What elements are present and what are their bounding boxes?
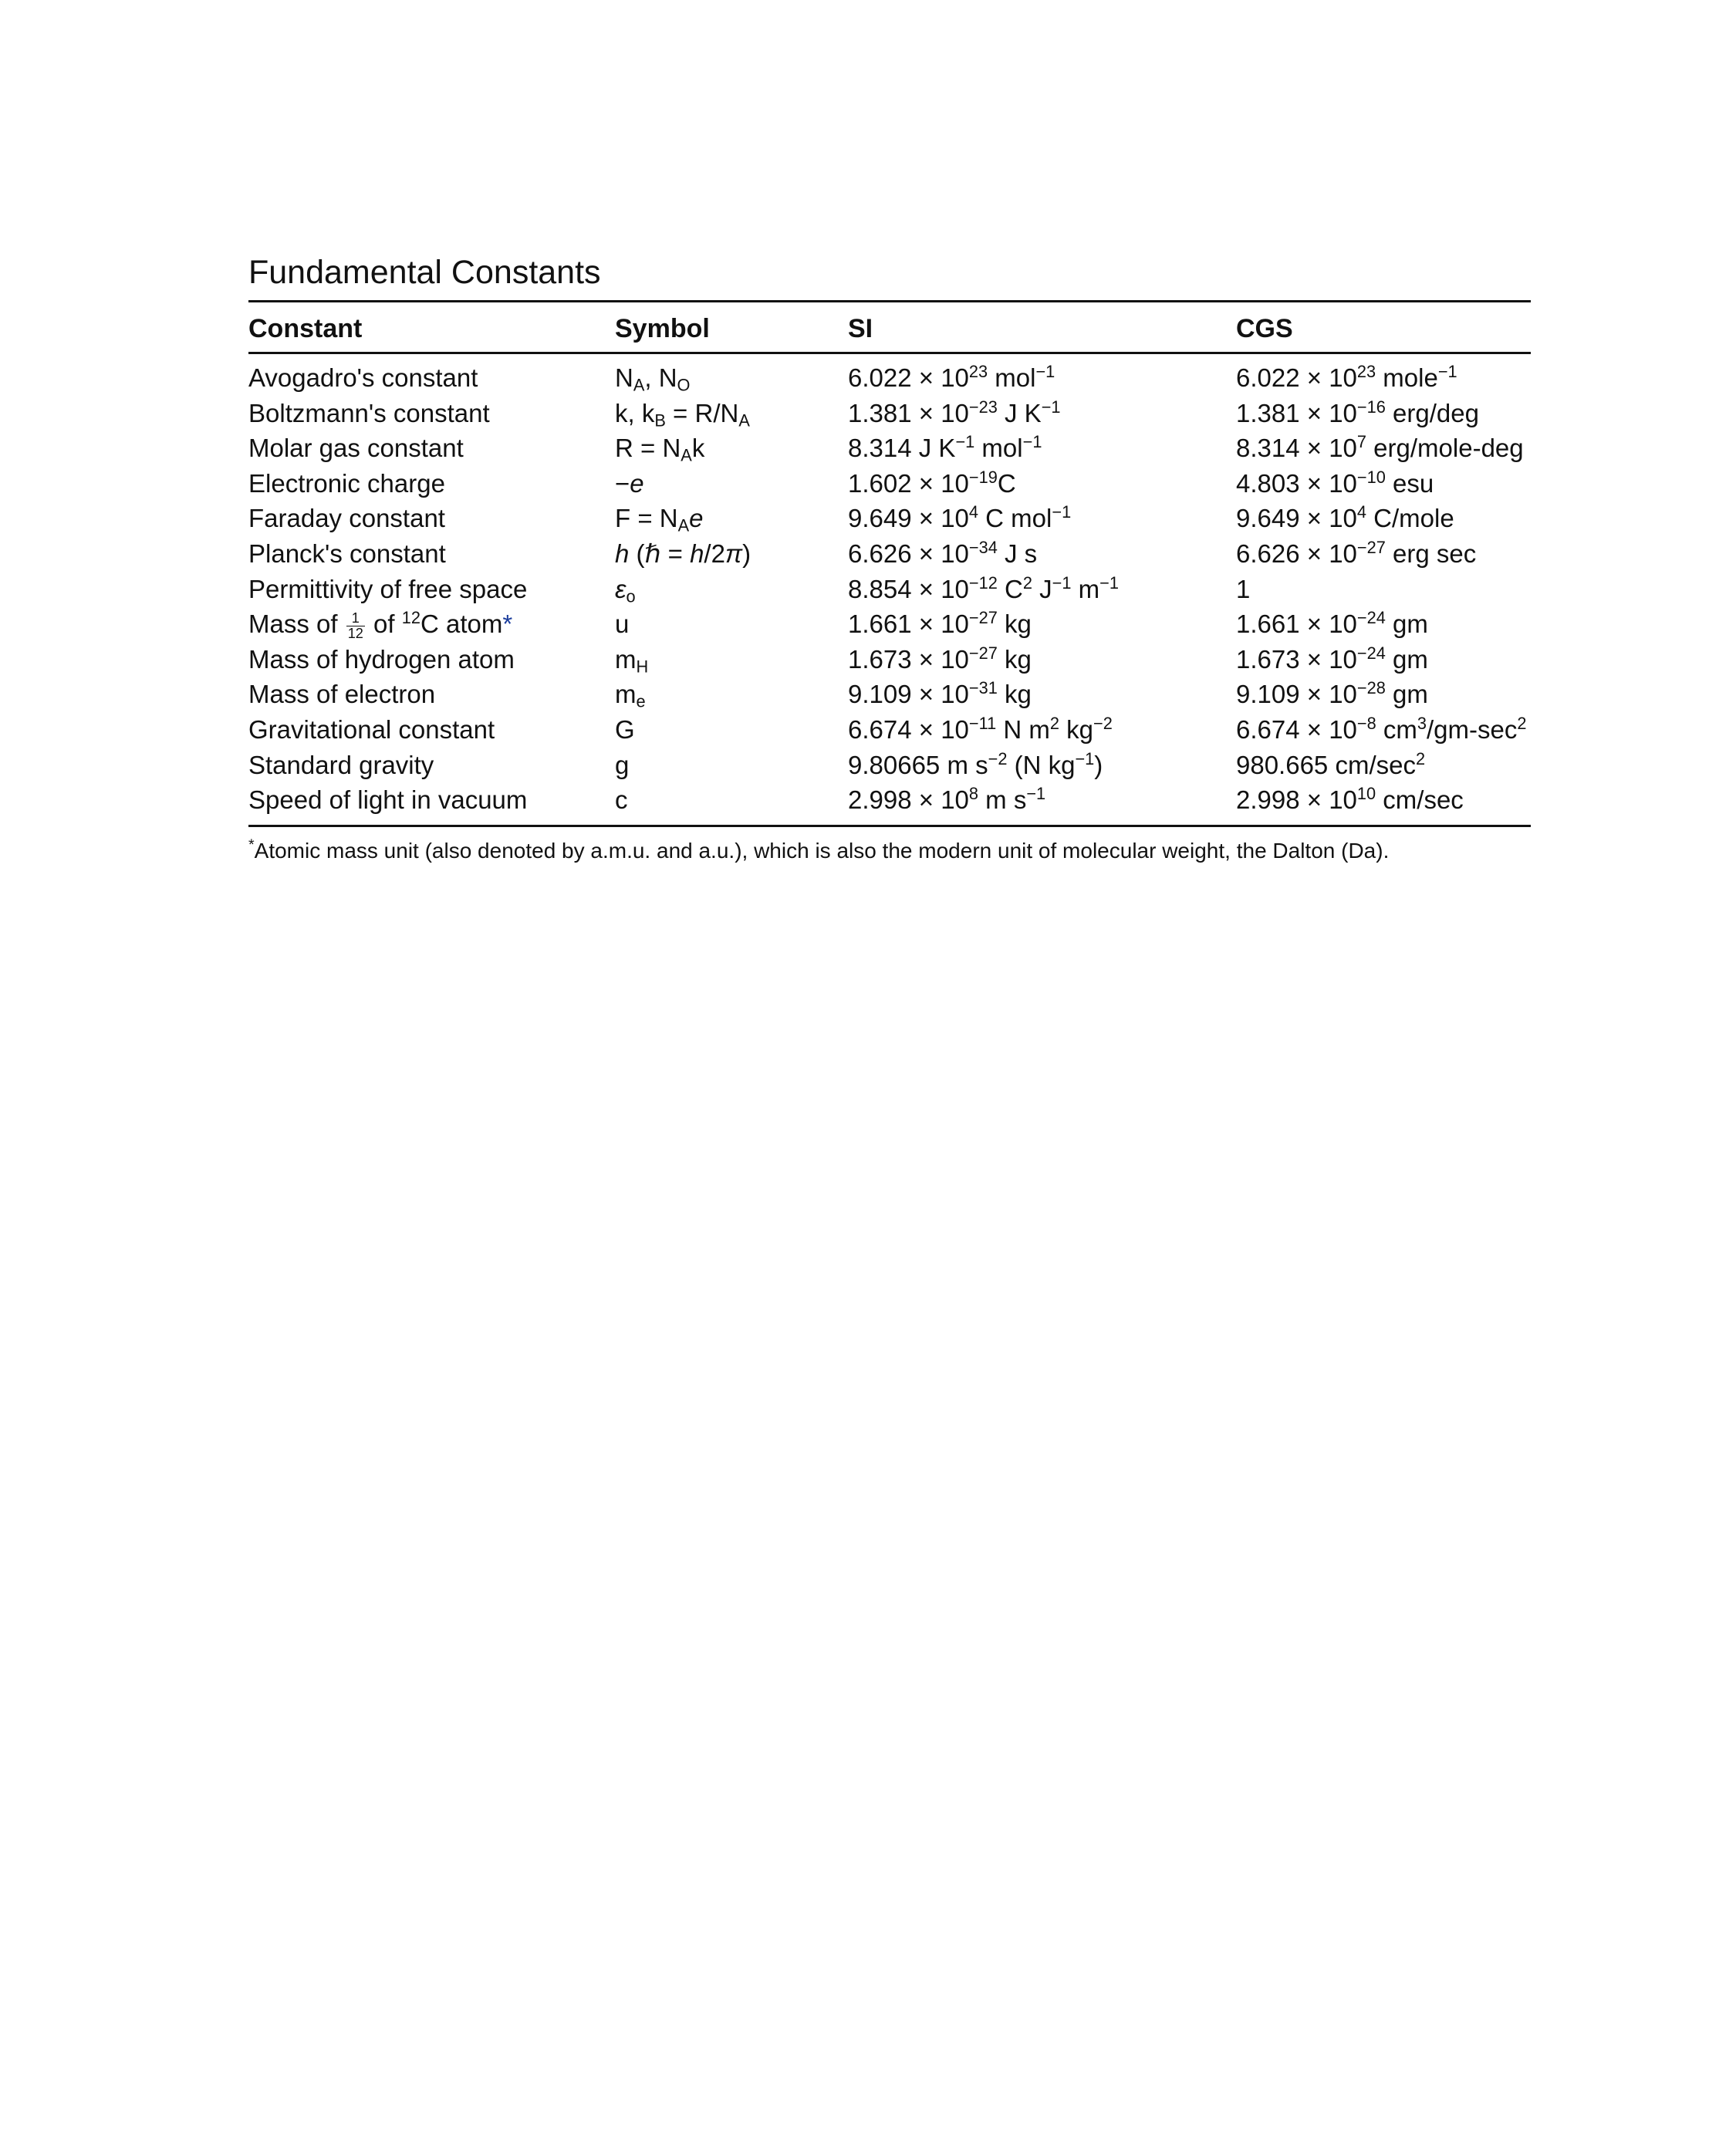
fraction: $\frac{1}{12}$ — [347, 610, 363, 641]
table-row — [248, 501, 1531, 536]
cell-constant: Avogadro's constant — [248, 363, 478, 392]
cell-constant: Mass of electron — [248, 680, 436, 709]
cell-cgs: $2.998 \times 10^{10}$ cm/sec — [1236, 784, 1464, 815]
cell-symbol: −e — [615, 468, 644, 498]
table-row — [248, 536, 1531, 572]
table-row — [248, 782, 1531, 818]
top-rule — [248, 300, 1531, 302]
cell-si: 9.80665 m $s^{-2}$ (N $kg^{-1}$) — [848, 748, 1103, 779]
cell-symbol: c — [615, 785, 628, 815]
cell-si: $1.673 \times 10^{-27}$ kg — [848, 643, 1032, 674]
cell-constant: Molar gas constant — [248, 434, 464, 463]
cell-symbol: $\varepsilon_o$ — [615, 574, 636, 606]
column-header-constant: Constant — [248, 314, 363, 343]
table-row — [248, 642, 1531, 677]
column-header-cgs: CGS — [1236, 314, 1293, 343]
cell-symbol: $m_H$ — [615, 644, 649, 677]
cell-cgs: $9.109 \times 10^{-28}$ gm — [1236, 678, 1428, 709]
table-row — [248, 466, 1531, 501]
column-header-si: SI — [848, 314, 873, 343]
cell-constant: Gravitational constant — [248, 714, 495, 744]
table-row — [248, 431, 1531, 466]
cell-cgs: $9.649 \times 10^4$ C/mole — [1236, 502, 1454, 533]
cell-cgs: 980.665 $cm/\sec^2$ — [1236, 748, 1426, 779]
cell-cgs: $4.803 \times 10^{-10}$ esu — [1236, 467, 1434, 498]
cell-si: $6.022 \times 10^{23}$ mol$^{-1}$ — [848, 362, 1055, 392]
cell-symbol: $F = N_Ae$ — [615, 504, 704, 535]
cell-si: $2.998 \times 10^8$ m $s^{-1}$ — [848, 784, 1046, 815]
table-row — [248, 677, 1531, 712]
cell-cgs: $1.673 \times 10^{-24}$ gm — [1236, 643, 1428, 674]
table-row — [248, 396, 1531, 431]
table-header-row — [248, 309, 1531, 348]
cell-constant: Permittivity of free space — [248, 574, 528, 603]
cell-constant: Standard gravity — [248, 750, 434, 779]
table-row — [248, 748, 1531, 783]
cell-cgs: $8.314 \times 10^7$ erg/mole-deg — [1236, 432, 1524, 463]
cell-cgs: $6.022 \times 10^{23}$ mole$^{-1}$ — [1236, 362, 1457, 392]
cell-cgs: $1.661 \times 10^{-24}$ gm — [1236, 608, 1428, 639]
cell-si: $9.109 \times 10^{-31}$ kg — [848, 678, 1032, 709]
cell-cgs: $6.674 \times 10^{-8}$ $cm^3/gm-\sec^2$ — [1236, 713, 1527, 744]
header-rule — [248, 352, 1531, 354]
cell-si: $1.661 \times 10^{-27}$ kg — [848, 608, 1032, 639]
table-row — [248, 606, 1531, 642]
cell-constant: Boltzmann's constant — [248, 398, 490, 427]
footnote: *Atomic mass unit (also denoted by a.m.u. and a.u.), which is also the modern unit of molecular weight, the Dalton (Da). — [248, 836, 1390, 863]
cell-symbol: $R = N_Ak$ — [615, 434, 705, 465]
table-title: Fundamental Constants — [248, 254, 601, 291]
footnote-marker[interactable]: * — [502, 610, 513, 639]
cell-constant: Planck's constant — [248, 539, 446, 568]
cell-constant: Mass of hydrogen atom — [248, 644, 515, 674]
table-row — [248, 712, 1531, 748]
table-row — [248, 572, 1531, 607]
cell-constant: Electronic charge — [248, 468, 445, 498]
cell-cgs: 1 — [1236, 574, 1251, 603]
cell-si: $6.674 \times 10^{-11}$ N $m^2$ $kg^{-2}$ — [848, 713, 1113, 744]
cell-symbol: u — [615, 610, 630, 639]
bottom-rule — [248, 825, 1531, 827]
table-row — [248, 360, 1531, 396]
cell-cgs: $1.381 \times 10^{-16}$ erg/deg — [1236, 397, 1479, 427]
cell-constant: Faraday constant — [248, 504, 445, 533]
cell-symbol: g — [615, 750, 630, 779]
cell-si: $9.649 \times 10^4$ C mol$^{-1}$ — [848, 502, 1072, 533]
cell-si: $1.602 \times 10^{-19}C$ — [848, 467, 1016, 498]
cell-si: $6.626 \times 10^{-34}$ J s — [848, 538, 1038, 568]
constants-table — [248, 249, 1531, 863]
cell-si: $8.854 \times 10^{-12}$ $C^2$ $J^{-1}$ $m^{-1}$ — [848, 572, 1119, 603]
cell-constant: Speed of light in vacuum — [248, 785, 528, 815]
cell-cgs: $6.626 \times 10^{-27}$ erg sec — [1236, 538, 1477, 568]
cell-symbol: k, $k_B = R/N_A$ — [615, 398, 750, 431]
cell-symbol: G — [615, 714, 635, 744]
column-header-symbol: Symbol — [615, 314, 710, 343]
table-body — [248, 360, 1531, 818]
cell-si: $1.381 \times 10^{-23}$ J $K^{-1}$ — [848, 397, 1061, 427]
cell-symbol: $N_A$, $N_O$ — [615, 363, 691, 395]
cell-symbol: $m_e$ — [615, 680, 646, 711]
cell-symbol: h (ℏ = h/2π) — [615, 539, 751, 568]
cell-constant: Mass of $\frac{1}{12}$ of $^{12}$C atom* — [248, 608, 513, 641]
cell-si: 8.314 J $K^{-1}$ mol$^{-1}$ — [848, 432, 1042, 463]
